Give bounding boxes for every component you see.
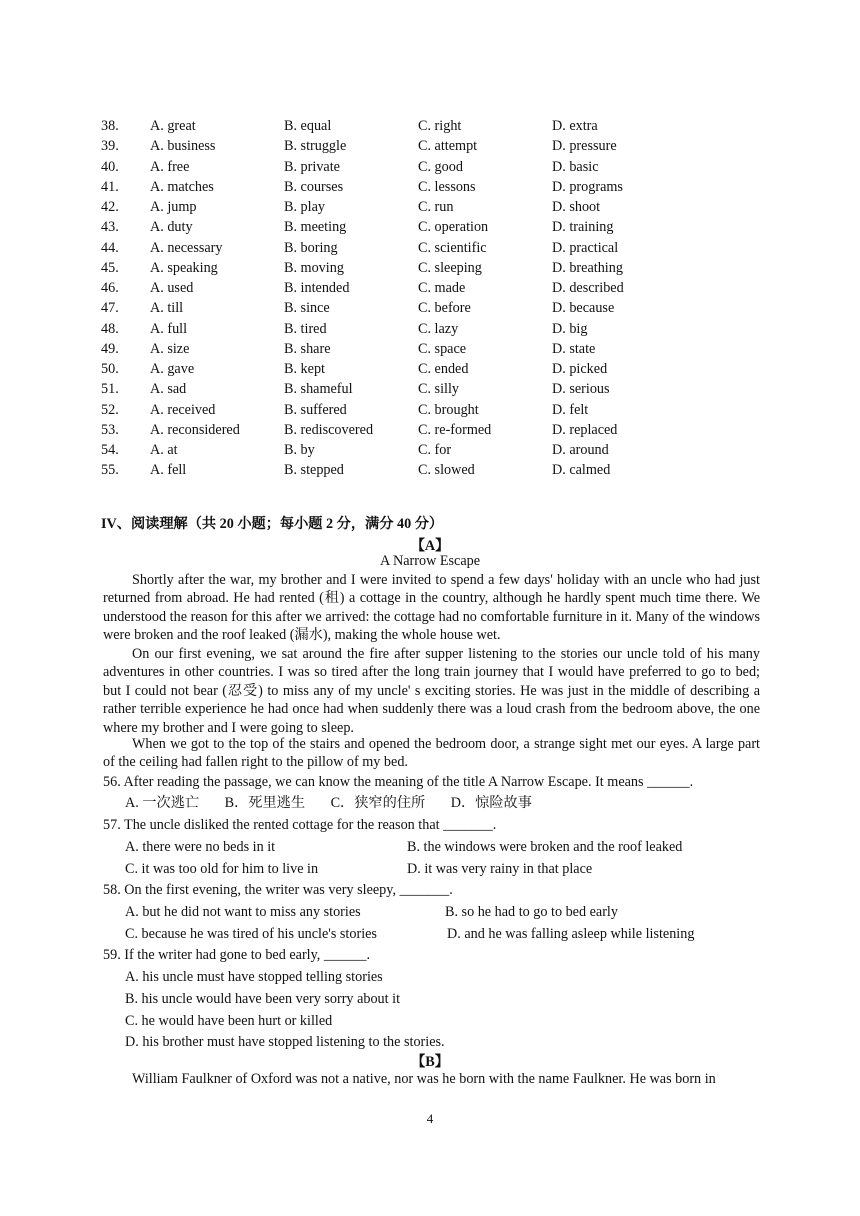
paragraph-text: When we got to the top of the stairs and opened the bedroom door, a strange sight met our eyes. A large part of the ceiling had fallen right to the pillow of my bed. xyxy=(103,736,760,771)
option-a[interactable]: A. matches xyxy=(150,178,214,195)
choice-b[interactable]: B. so he had to go to bed early xyxy=(445,904,618,920)
option-d[interactable]: D. replaced xyxy=(552,421,618,438)
section-title: IV、阅读理解（共 20 小题；每小题 2 分，满分 40 分） xyxy=(101,516,444,532)
option-b[interactable]: B. intended xyxy=(284,280,350,296)
option-a[interactable]: A. used xyxy=(150,280,194,296)
choice-d[interactable]: D. it was very rainy in that place xyxy=(407,861,593,877)
option-row xyxy=(101,177,741,197)
choice-c[interactable]: C. it was too old for him to live in xyxy=(125,861,319,877)
option-b[interactable]: B. rediscovered xyxy=(284,421,374,438)
option-a[interactable]: A. till xyxy=(150,300,184,317)
option-c[interactable]: C. operation xyxy=(418,219,489,236)
option-a[interactable]: A. great xyxy=(150,118,196,134)
choice-c[interactable]: C. he would have been hurt or killed xyxy=(125,1013,333,1029)
option-row xyxy=(101,278,741,298)
option-b[interactable]: B. since xyxy=(284,300,330,317)
choice-d[interactable]: D．惊险故事 xyxy=(450,795,532,811)
option-a[interactable]: A. at xyxy=(150,442,178,458)
paragraph-text: On our first evening, we sat around the fire after supper listening to the stories our uncle told of his many adventures in other countries. I was so tired after the long train journey that I would have preferred to go to bed; but I could not bear (忍受) to miss any of my uncle' s exciting stories. He was just in the middle of describing a rather terrible experience he had once had when suddenly there was a loud crash from the bedroom above, the one where my brother and I were going to sleep. xyxy=(103,646,760,736)
option-b[interactable]: B. kept xyxy=(284,361,325,377)
option-d[interactable]: D. serious xyxy=(552,381,610,398)
option-d[interactable]: D. shoot xyxy=(552,199,601,215)
option-row xyxy=(101,319,741,339)
paragraph-text: William Faulkner of Oxford was not a native, nor was he born with the name Faulkner. He was born in xyxy=(132,1071,716,1087)
question-number: 47. xyxy=(101,300,119,317)
option-d[interactable]: D. practical xyxy=(552,239,619,256)
option-a[interactable]: A. speaking xyxy=(150,259,218,276)
options-table xyxy=(101,116,741,481)
option-a[interactable]: A. fell xyxy=(150,462,187,479)
question-number: 49. xyxy=(101,340,119,357)
question-number: 51. xyxy=(101,381,119,398)
option-b[interactable]: B. play xyxy=(284,199,325,215)
choice-a[interactable]: A. his uncle must have stopped telling stories xyxy=(125,969,383,985)
option-c[interactable]: C. made xyxy=(418,280,466,296)
option-d[interactable]: D. picked xyxy=(552,361,608,377)
option-d[interactable]: D. because xyxy=(552,300,615,317)
option-c[interactable]: C. brought xyxy=(418,401,479,418)
option-b[interactable]: B. stepped xyxy=(284,462,344,479)
question-number: 48. xyxy=(101,320,119,337)
option-a[interactable]: A. necessary xyxy=(150,239,223,256)
option-row xyxy=(101,379,741,399)
question-number: 54. xyxy=(101,442,119,458)
question-number: 53. xyxy=(101,421,119,438)
question-56-choices xyxy=(125,794,554,812)
option-d[interactable]: D. calmed xyxy=(552,462,611,479)
option-a[interactable]: A. full xyxy=(150,320,188,337)
question-number: 39. xyxy=(101,138,119,155)
question-59: 59. If the writer had gone to bed early, ______. xyxy=(103,947,370,963)
question-number: 55. xyxy=(101,462,119,479)
question-number: 45. xyxy=(101,259,119,276)
option-d[interactable]: D. felt xyxy=(552,401,589,418)
choice-d[interactable]: D. and he was falling asleep while listening xyxy=(447,926,695,942)
option-a[interactable]: A. duty xyxy=(150,219,193,236)
option-c[interactable]: C. right xyxy=(418,118,462,134)
option-row xyxy=(101,440,741,460)
passage-paragraph-1 xyxy=(103,571,760,645)
option-d[interactable]: D. extra xyxy=(552,118,598,134)
option-row xyxy=(101,238,741,258)
question-56: 56. After reading the passage, we can know the meaning of the title A Narrow Escape. It means ______. xyxy=(103,774,694,790)
option-row xyxy=(101,197,741,217)
option-c[interactable]: C. for xyxy=(418,442,452,458)
choice-b[interactable]: B. the windows were broken and the roof leaked xyxy=(407,839,683,855)
question-number: 38. xyxy=(101,118,119,134)
passage-label-b: 【B】 xyxy=(411,1054,449,1070)
option-d[interactable]: D. basic xyxy=(552,158,599,175)
question-58: 58. On the first evening, the writer was very sleepy, _______. xyxy=(103,882,453,898)
choice-d[interactable]: D. his brother must have stopped listening to the stories. xyxy=(125,1034,445,1050)
page-number: 4 xyxy=(426,1111,434,1126)
option-c[interactable]: C. run xyxy=(418,199,454,215)
option-c[interactable]: C. attempt xyxy=(418,138,478,155)
paragraph-text: Shortly after the war, my brother and I were invited to spend a few days' holiday with an uncle who had just returned from abroad. He had rented (租) a cottage in the country, although he hardly spent much time there. We understood the reason for this after we arrived: the cottage had no comfortable furniture in it. Many of the windows were broken and the roof leaked (漏水), making the whole house wet. xyxy=(103,572,760,644)
option-b[interactable]: B. boring xyxy=(284,239,338,256)
option-c[interactable]: C. scientific xyxy=(418,239,487,256)
option-b[interactable]: B. by xyxy=(284,442,315,458)
option-d[interactable]: D. described xyxy=(552,280,624,296)
option-b[interactable]: B. share xyxy=(284,340,331,357)
option-b[interactable]: B. struggle xyxy=(284,138,347,155)
question-number: 44. xyxy=(101,239,119,256)
question-number: 43. xyxy=(101,219,119,236)
option-a[interactable]: A. gave xyxy=(150,361,195,377)
option-d[interactable]: D. pressure xyxy=(552,138,617,155)
option-row xyxy=(101,359,741,379)
option-d[interactable]: D. programs xyxy=(552,178,623,195)
choice-a[interactable]: A. there were no beds in it xyxy=(125,839,276,855)
option-row xyxy=(101,420,741,440)
choice-a[interactable]: A. 一次逃亡 xyxy=(125,795,200,811)
option-c[interactable]: C. re-formed xyxy=(418,421,492,438)
option-row xyxy=(101,116,741,136)
option-c[interactable]: C. lazy xyxy=(418,320,459,337)
option-c[interactable]: C. silly xyxy=(418,381,459,398)
option-row xyxy=(101,217,741,237)
passage-label-a: 【A】 xyxy=(410,538,450,554)
option-b[interactable]: B. equal xyxy=(284,118,332,134)
option-d[interactable]: D. around xyxy=(552,442,609,458)
choice-c[interactable]: C．狭窄的住所 xyxy=(330,795,426,811)
question-number: 41. xyxy=(101,178,119,195)
option-c[interactable]: C. lessons xyxy=(418,178,476,195)
question-number: 46. xyxy=(101,280,119,296)
choice-c[interactable]: C. because he was tired of his uncle's stories xyxy=(125,926,377,942)
option-a[interactable]: A. free xyxy=(150,158,190,175)
option-c[interactable]: C. before xyxy=(418,300,471,317)
option-row xyxy=(101,136,741,156)
question-number: 42. xyxy=(101,199,119,215)
passage-b-paragraph-1 xyxy=(103,1070,760,1088)
option-b[interactable]: B. suffered xyxy=(284,401,347,418)
question-57: 57. The uncle disliked the rented cottage for the reason that _______. xyxy=(103,817,497,833)
passage-title: A Narrow Escape xyxy=(379,553,481,569)
option-b[interactable]: B. courses xyxy=(284,178,344,195)
option-a[interactable]: A. jump xyxy=(150,199,197,215)
option-c[interactable]: C. slowed xyxy=(418,462,475,479)
option-a[interactable]: A. size xyxy=(150,340,190,357)
choice-b[interactable]: B．死里逃生 xyxy=(224,795,306,811)
option-d[interactable]: D. big xyxy=(552,320,588,337)
question-number: 40. xyxy=(101,158,119,175)
option-a[interactable]: A. business xyxy=(150,138,216,155)
option-row xyxy=(101,258,741,278)
option-d[interactable]: D. state xyxy=(552,340,596,357)
option-c[interactable]: C. sleeping xyxy=(418,259,482,276)
option-c[interactable]: C. space xyxy=(418,340,467,357)
option-a[interactable]: A. reconsidered xyxy=(150,421,240,438)
option-row xyxy=(101,400,741,420)
option-a[interactable]: A. received xyxy=(150,401,216,418)
option-b[interactable]: B. meeting xyxy=(284,219,347,236)
option-c[interactable]: C. good xyxy=(418,158,463,175)
option-row xyxy=(101,298,741,318)
question-number: 50. xyxy=(101,361,119,377)
question-number: 52. xyxy=(101,401,119,418)
option-b[interactable]: B. moving xyxy=(284,259,344,276)
option-a[interactable]: A. sad xyxy=(150,381,187,398)
option-d[interactable]: D. training xyxy=(552,219,614,236)
option-b[interactable]: B. tired xyxy=(284,320,327,337)
option-b[interactable]: B. private xyxy=(284,158,340,175)
passage-paragraph-3 xyxy=(103,735,760,772)
passage-paragraph-2 xyxy=(103,645,760,737)
option-c[interactable]: C. ended xyxy=(418,361,469,377)
choice-b[interactable]: B. his uncle would have been very sorry about it xyxy=(125,991,401,1007)
option-row xyxy=(101,460,741,480)
option-row xyxy=(101,157,741,177)
option-row xyxy=(101,339,741,359)
choice-a[interactable]: A. but he did not want to miss any stories xyxy=(125,904,361,920)
option-d[interactable]: D. breathing xyxy=(552,259,623,276)
option-b[interactable]: B. shameful xyxy=(284,381,353,398)
